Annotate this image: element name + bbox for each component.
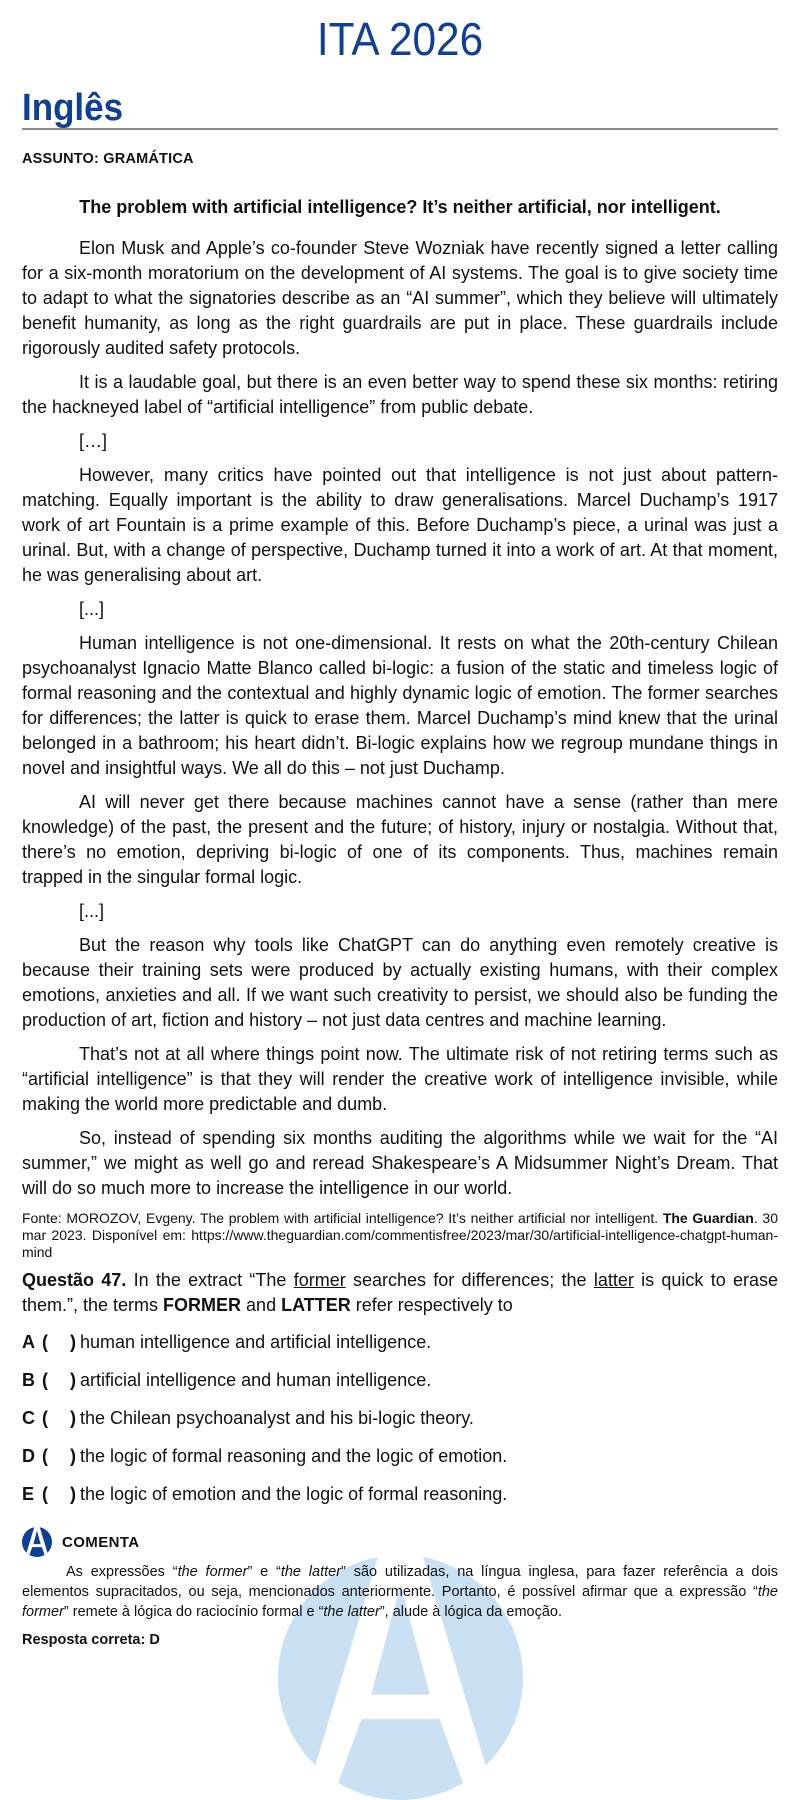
source-publication: The Guardian	[662, 1210, 754, 1226]
comment-body	[22, 1562, 778, 1622]
comment-text: ” e “	[247, 1564, 281, 1580]
option-checkbox[interactable]: (	[42, 1408, 48, 1428]
bold-term-latter: LATTER	[281, 1295, 351, 1315]
option-checkbox-close: )	[70, 1446, 76, 1466]
source-text: Fonte: MOROZOV, Evgeny. The problem with artificial intelligence? It’s neither artificial nor intelligent.	[22, 1210, 663, 1226]
exam-title: ITA 2026	[316, 13, 484, 65]
comment-header	[22, 1527, 140, 1557]
article-paragraph: But the reason why tools like ChatGPT can do anything even remotely creative is because their training sets were produced by actually existing humans, with their complex emotions, anxieties and all. If we want such creativity to persist, we should also be funding the production of art, fiction and history – not just data centres and machine learning.	[22, 935, 778, 1030]
source-url-text: . 30 mar 2023. Disponível em: https://www.theguardian.com/commentisfree/2023/mar/30/artificial-intelligence-chatgpt-human-mind	[22, 1210, 779, 1260]
option-checkbox-close: )	[70, 1370, 76, 1390]
comment-italic: the latter	[323, 1604, 380, 1620]
a-logo-icon	[22, 1527, 52, 1557]
option-d[interactable]	[22, 1444, 778, 1482]
comment-italic: the former	[177, 1564, 248, 1580]
option-checkbox[interactable]: (	[42, 1446, 48, 1466]
article-paragraph: Human intelligence is not one-dimensional. It rests on what the 20th-century Chilean psychoanalyst Ignacio Matte Blanco called bi-logic: a fusion of the static and timeless logic of formal reasoning and the contextual and highly dynamic logic of emotion. The former searches for differences; the latter is quick to erase them. Marcel Duchamp’s mind knew that the urinal belonged in a bathroom; his heart didn’t. Bi-logic explains how we regroup mundane things in novel and insightful ways. We all do this – not just Duchamp.	[22, 633, 778, 778]
bold-term-former: FORMER	[163, 1295, 242, 1315]
correct-answer: Resposta correta: D	[22, 1632, 160, 1648]
option-letter: D	[22, 1446, 35, 1466]
article-source	[22, 1210, 778, 1261]
article-ellipsis: [...]	[79, 901, 105, 921]
comment-italic: the former	[22, 1584, 778, 1620]
article-paragraph: It is a laudable goal, but there is an even better way to spend these six months: retiring the hackneyed label of “artificial intelligence” from public debate.	[22, 372, 778, 417]
option-c[interactable]	[22, 1406, 778, 1444]
article-paragraph: So, instead of spending six months auditing the algorithms while we wait for the “AI summer,” we might as well go and reread Shakespeare’s A Midsummer Night’s Dream. That will do so much more to increase the intelligence in our world.	[22, 1128, 778, 1198]
subject-heading	[22, 86, 778, 130]
comment-paragraph	[22, 1562, 778, 1622]
question-label: Questão 47.	[22, 1270, 127, 1290]
option-checkbox[interactable]: (	[42, 1484, 48, 1504]
article-text	[22, 236, 778, 1261]
article-paragraph: AI will never get there because machines cannot have a sense (rather than mere knowledge) of the past, the present and the future; of history, injury or nostalgia. Without that, there’s no emotion, depriving bi-logic of one of its components. Thus, machines remain trapped in the singular formal logic.	[22, 792, 778, 887]
topic-label: ASSUNTO: GRAMÁTICA	[22, 151, 194, 167]
article-paragraph: That’s not at all where things point now. The ultimate risk of not retiring terms such as “artificial intelligence” is that they will render the creative work of intelligence invisible, while making the world more predictable and dumb.	[22, 1044, 778, 1114]
question-47	[22, 1268, 778, 1318]
underlined-term-former: former	[293, 1270, 346, 1290]
option-letter: A	[22, 1332, 35, 1352]
comment-italic: the latter	[280, 1564, 342, 1580]
option-checkbox-close: )	[70, 1408, 76, 1428]
question-text: and	[241, 1295, 282, 1315]
option-letter: C	[22, 1408, 35, 1428]
option-b[interactable]	[22, 1368, 778, 1406]
option-e[interactable]	[22, 1482, 778, 1520]
question-text: refer respectively to	[350, 1295, 513, 1315]
question-text: searches for differences; the	[345, 1270, 594, 1290]
option-text: artificial intelligence and human intelligence.	[80, 1370, 432, 1390]
option-text: the logic of emotion and the logic of formal reasoning.	[80, 1484, 508, 1504]
comment-text: As expressões “	[66, 1564, 178, 1580]
option-text: human intelligence and artificial intelligence.	[80, 1332, 432, 1352]
article-ellipsis: […]	[79, 431, 108, 451]
option-text: the logic of formal reasoning and the logic of emotion.	[80, 1446, 508, 1466]
comment-text: ” são utilizadas, na língua inglesa, para fazer referência a dois elementos supracitados, ou seja, mencionados anteriormente. Portanto, é possível afirmar que a expressão “	[22, 1564, 778, 1600]
option-letter: E	[22, 1484, 35, 1504]
article-paragraph: However, many critics have pointed out that intelligence is not just about pattern-matching. Equally important is the ability to draw generalisations. Marcel Duchamp’s 1917 work of art Fountain is a prime example of this. Before Duchamp’s piece, a urinal was just a urinal. But, with a change of perspective, Duchamp turned it into a work of art. At that moment, he was generalising about art.	[22, 465, 778, 585]
answer-options	[22, 1330, 778, 1520]
option-checkbox[interactable]: (	[42, 1370, 48, 1390]
comment-label: COMENTA	[62, 1533, 140, 1551]
option-checkbox-close: )	[70, 1484, 76, 1504]
comment-text: ” remete à lógica do raciocínio formal e “	[63, 1604, 324, 1620]
option-a[interactable]	[22, 1330, 778, 1368]
subject-title: Inglês	[22, 87, 124, 129]
option-checkbox[interactable]: (	[42, 1332, 48, 1352]
option-letter: B	[22, 1370, 35, 1390]
underlined-term-latter: latter	[593, 1270, 634, 1290]
option-text: the Chilean psychoanalyst and his bi-logic theory.	[80, 1408, 474, 1428]
comment-text: ”, alude à lógica da emoção.	[379, 1604, 562, 1620]
question-text: is quick to erase them.”, the terms	[22, 1270, 778, 1315]
option-checkbox-close: )	[70, 1332, 76, 1352]
article-ellipsis: [...]	[79, 599, 105, 619]
article-title: The problem with artificial intelligence? It’s neither artificial, nor intelligent.	[79, 197, 721, 217]
article-paragraph: Elon Musk and Apple’s co-founder Steve Wozniak have recently signed a letter calling for a six-month moratorium on the development of AI systems. The goal is to give society time to adapt to what the signatories describe as an “AI summer”, which they believe will ultimately benefit humanity, as long as the right guardrails are put in place. These guardrails include rigorously audited safety protocols.	[22, 238, 778, 358]
question-text: In the extract “The	[126, 1270, 294, 1290]
